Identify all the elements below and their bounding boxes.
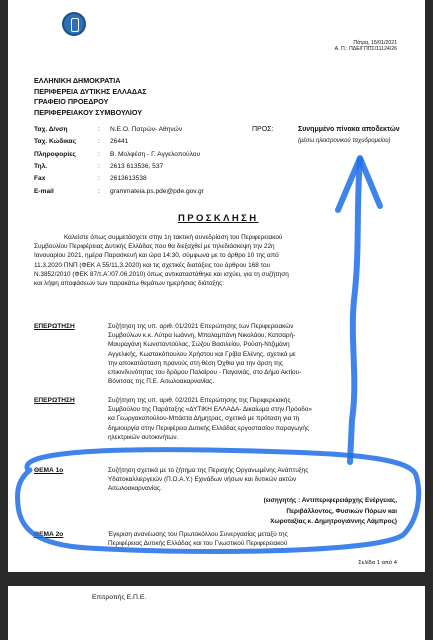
intro-line: Συμβουλίου Περιφέρειας Δυτικής Ελλάδας που θα διεξαχθεί με τηλεδιάσκεψη την 22η	[34, 243, 275, 251]
item-line: Περιφέρειας Δυτικής Ελλάδας και του Γνωστικού Περιφερειακού	[108, 540, 288, 548]
intro-line: 11.3.2020 ΠΝΠ (ΦΕΚ Α 55/11.3.2020) και τις σχετικές διατάξεις του άρθρου 168 του	[34, 261, 271, 269]
item-line: Υδατοκαλλιεργειών (Π.Ο.Α.Υ.) Εχινάδων νήσων και δυτικών ακτών	[108, 476, 297, 484]
org-line-4: ΠΕΡΙΦΕΡΕΙΑΚΟΥ ΣΥΜΒΟΥΛΙΟΥ	[34, 107, 143, 117]
contact-label-address: Ταχ. Δ/νση	[34, 126, 68, 133]
item-line: Συζήτηση της υπ. αριθ. 02/2021 Επερώτησης της Περιφερειακής	[108, 397, 291, 404]
greek-emblem-icon	[62, 12, 86, 36]
org-line-3: ΓΡΑΦΕΙΟ ΠΡΟΕΔΡΟΥ	[34, 97, 109, 106]
document-date: Πάτρα, 15/01/2021	[353, 40, 397, 46]
page-number: Σελίδα 1 από 4	[358, 560, 397, 566]
agenda-item-label: ΕΠΕΡΩΤΗΣΗ	[34, 323, 75, 330]
intro-paragraph	[34, 233, 406, 288]
item-line: την αποκατάσταση πρανούς στη θέση Όχθια για την άρση της	[108, 359, 283, 367]
document-title: ΠΡΟΣΚΛΗΣΗ	[178, 213, 259, 224]
speaker-line: (εισηγητής : Αντιπεριφερειάρχης Ενέργειας,	[263, 497, 397, 504]
intro-line: και λήψη αποφάσεων των παρακάτω θεμάτων ημερήσιας διάταξης:	[34, 280, 224, 288]
next-page-text: Επιτροπής Ε.Π.Ε.	[92, 594, 147, 601]
agenda-item-text	[108, 530, 288, 548]
intro-line: Ν.3852/2010 (ΦΕΚ 87/τ.Α΄/07.06.2010) όπως αντικαταστάθηκε και ισχύει, για τη συζήτηση	[34, 270, 289, 278]
item-line: Αγγελικής, Κωστακόπουλου Χρήστου και Γρίβα Ελένης, σχετικά με	[108, 350, 296, 358]
contact-value-postcode: 26441	[110, 138, 129, 145]
item-line: Συζήτηση σχετικά με το ζήτημα της Περιοχής Οργανωμένης Ανάπτυξης	[108, 467, 309, 474]
item-line: κα Γεωργακοπούλου-Μπάστα Δήμητρας, σχετικά με πρόταση για τη	[108, 415, 300, 423]
header-meta	[335, 40, 397, 52]
organization-block	[34, 76, 147, 118]
agenda-item-label: ΕΠΕΡΩΤΗΣΗ	[34, 397, 75, 404]
item-line: Συμβούλου της Παράταξης «ΔΥΤΙΚΗ ΕΛΛΑΔΑ- Δικαίωμα στην Πρόοδο»	[108, 406, 312, 414]
contact-label-phone: Τηλ.	[34, 163, 48, 170]
contact-label-email: E-mail	[34, 188, 54, 195]
intro-line: Καλείστε όπως συμμετάσχετε στην 1η τακτική συνεδρίαση του Περιφερειακού	[64, 234, 283, 241]
speaker-line: Χωροταξίας κ. Δημητρογιάννης Λάμπρος)	[270, 518, 397, 525]
next-page	[8, 586, 425, 640]
agenda-item-text	[108, 466, 308, 494]
contact-label-fax: Fax	[34, 175, 46, 182]
item-line: Συζήτηση της υπ. αριθ. 01/2021 Επερώτησης των Περιφερειακών	[108, 323, 294, 330]
contact-label-info: Πληροφορίες	[34, 151, 76, 158]
intro-line: Ιανουαρίου 2021, ημέρα Παρασκευή και ώρα 14:30, σύμφωνα με το άρθρο 10 της από	[34, 252, 279, 260]
document-reference: Α. Π.: ΠΔΕ/ΓΠΠΣ/11124/26	[334, 46, 397, 52]
item-line: Μαυραγάνη Κωνσταντούλας, Σώζου Βασιλείου, Ρούση-Ντζιμάνη	[108, 341, 290, 349]
item-line: δημιουργία στην Περιφέρεια Δυτικής Ελλάδας εργοστασίου παραγωγής	[108, 424, 310, 432]
contact-value-info: Β. Μολφέση - Γ. Αγγελοπούλου	[110, 151, 201, 158]
speaker-line: Περιβάλλοντος, Φυσικών Πόρων και	[286, 507, 397, 515]
org-line-2: ΠΕΡΙΦΕΡΕΙΑ ΔΥΤΙΚΗΣ ΕΛΛΑΔΑΣ	[34, 86, 147, 96]
ink-arrow-head	[338, 158, 380, 210]
agenda-item-label: ΘΕΜΑ 2ο	[34, 531, 64, 538]
org-line-1: ΕΛΛΗΝΙΚΗ ΔΗΜΟΚΡΑΤΙΑ	[34, 76, 121, 85]
item-line: επικινδυνότητας του δρόμου Παλαίρου - Παγανιάς, στο Δήμο Ακτίου-	[108, 369, 302, 377]
recipient-value: Συνημμένο πίνακα αποδεκτών	[298, 126, 400, 133]
speaker-note	[264, 496, 397, 528]
ink-arrow-shaft	[350, 160, 360, 462]
contact-label-postcode: Ταχ. Κώδικας	[34, 138, 77, 145]
item-line: Βόνιτσας της Π.Ε. Αιτωλοακαρνανίας.	[108, 378, 214, 386]
contact-value-fax: 2613613538	[110, 175, 147, 182]
agenda-item-label: ΘΕΜΑ 1ο	[34, 467, 64, 474]
agenda-item-text	[108, 396, 312, 442]
document-page: Πάτρα, 15/01/2021 Α. Π.: ΠΔΕ/ΓΠΠΣ/11124/26 ΕΛΛΗΝΙΚΗ ΔΗΜΟΚΡΑΤΙΑ ΠΕΡΙΦΕΡΕΙΑ ΔΥΤΙΚΗΣ ΕΛΛΑΔΑΣ ΓΡΑΦΕΙΟ ΠΡΟΕΔΡΟΥ ΠΕΡΙΦΕΡΕΙΑΚΟΥ ΣΥΜΒΟΥΛΙΟΥ Ταχ. Δ/νση : Ν.Ε.Ο. Πατρών- Αθηνών Ταχ. Κώδικας : 26441 Πληροφορίες : Β. Μολφέση - Γ. Αγγελοπούλου Τηλ. : 2613 613536, 537 Fax : 2613613538 E-mail : grammateia.ps.pde@pde.gov.gr ΠΡΟΣ: Συνημμένο πίνακα αποδεκτών (μέσω ηλεκτρονικού ταχυδρομείου) ΠΡΟΣΚΛΗΣΗ Καλείστε όπως συμμετάσχετε στην 1η τακτική συνεδρίαση του Περιφερειακού Συμβουλίου Περιφέρειας Δυτικής Ελλάδας που θα διεξαχθεί με τηλεδιάσκεψη την 22η Ιανουαρίου 2021, ημέρα Παρασκευή και ώρα 14:30, σύμφωνα με το άρθρο 10 της από 11.3.2020 ΠΝΠ (ΦΕΚ Α 55/11.3.2020) και τις σχετικές διατάξεις του άρθρου 168 του Ν.3852/2010 (ΦΕΚ 87/τ.Α΄/07.06.2010) όπως αντικαταστάθηκε και ισχύει, για τη συζήτηση και λήψη αποφάσεων των παρακάτω θεμάτων ημερήσιας διάταξης: ΕΠΕΡΩΤΗΣΗ Συζήτηση της υπ. αριθ. 01/2021 Επερώτησης των Περιφερειακών Συμβούλων κ.κ. Λύτρα Ιωάννη, Μπαλαμπάνη Νικολάου, Κατσαρή- Μαυραγάνη Κωνσταντούλας, Σώζου Βασιλείου, Ρούση-Ντζιμάνη Αγγελικής, Κωστακόπουλου Χρήστου και Γρίβα Ελένης, σχετικά με την αποκατάσταση πρανούς στη θέση Όχθια για την άρση της επικινδυνότητας του δρόμου Παλαίρου - Παγανιάς, στο Δήμο Ακτίου- Βόνιτσας της Π.Ε. Αιτωλοακαρνανίας. ΕΠΕΡΩΤΗΣΗ Συζήτηση της υπ. αριθ. 02/2021 Επερώτησης της Περιφερειακής Συμβούλου της Παράταξης «ΔΥΤΙΚΗ ΕΛΛΑΔΑ- Δικαίωμα στην Πρόοδο» κα Γεωργακοπούλου-Μπάστα Δήμητρας, σχετικά με πρόταση για τη δημιουργία στην Περιφέρεια Δυτικής Ελλάδας εργοστασίου παραγωγής ηλεκτρικών αυτοκινήτων. ΘΕΜΑ 1ο Συζήτηση σχετικά με το ζήτημα της Περιοχής Οργανωμένης Ανάπτυξης Υδατοκαλλιεργειών (Π.Ο.Α.Υ.) Εχινάδων νήσων και δυτικών ακτών Αιτωλοακαρνανίας. (εισηγητής : Αντιπεριφερειάρχης Ενέργειας, Περιβάλλοντος, Φυσικών Πόρων και Χωροταξίας κ. Δημητρογιάννης Λάμπρος) ΘΕΜΑ 2ο Έγκριση ανανέωσης του Πρωτοκόλλου Συνεργασίας μεταξύ της Περιφέρειας Δυτικής Ελλάδας και του Γνωστικού Περιφερειακού Σελίδα 1 από 4	[8, 0, 425, 572]
contact-value-email: grammateia.ps.pde@pde.gov.gr	[110, 188, 204, 195]
contact-colon: :	[98, 126, 100, 133]
agenda-item-text	[108, 322, 301, 386]
item-line: ηλεκτρικών αυτοκινήτων.	[108, 433, 179, 441]
recipient-label: ΠΡΟΣ:	[252, 126, 274, 133]
recipient-note: (μέσω ηλεκτρονικού ταχυδρομείου)	[298, 138, 391, 144]
item-line: Έγκριση ανανέωσης του Πρωτοκόλλου Συνεργασίας μεταξύ της	[108, 531, 288, 538]
contact-value-address: Ν.Ε.Ο. Πατρών- Αθηνών	[110, 126, 183, 133]
item-line: Αιτωλοακαρνανίας.	[108, 485, 162, 493]
item-line: Συμβούλων κ.κ. Λύτρα Ιωάννη, Μπαλαμπάνη Νικολάου, Κατσαρή-	[108, 332, 296, 340]
contact-value-phone: 2613 613536, 537	[110, 163, 164, 170]
